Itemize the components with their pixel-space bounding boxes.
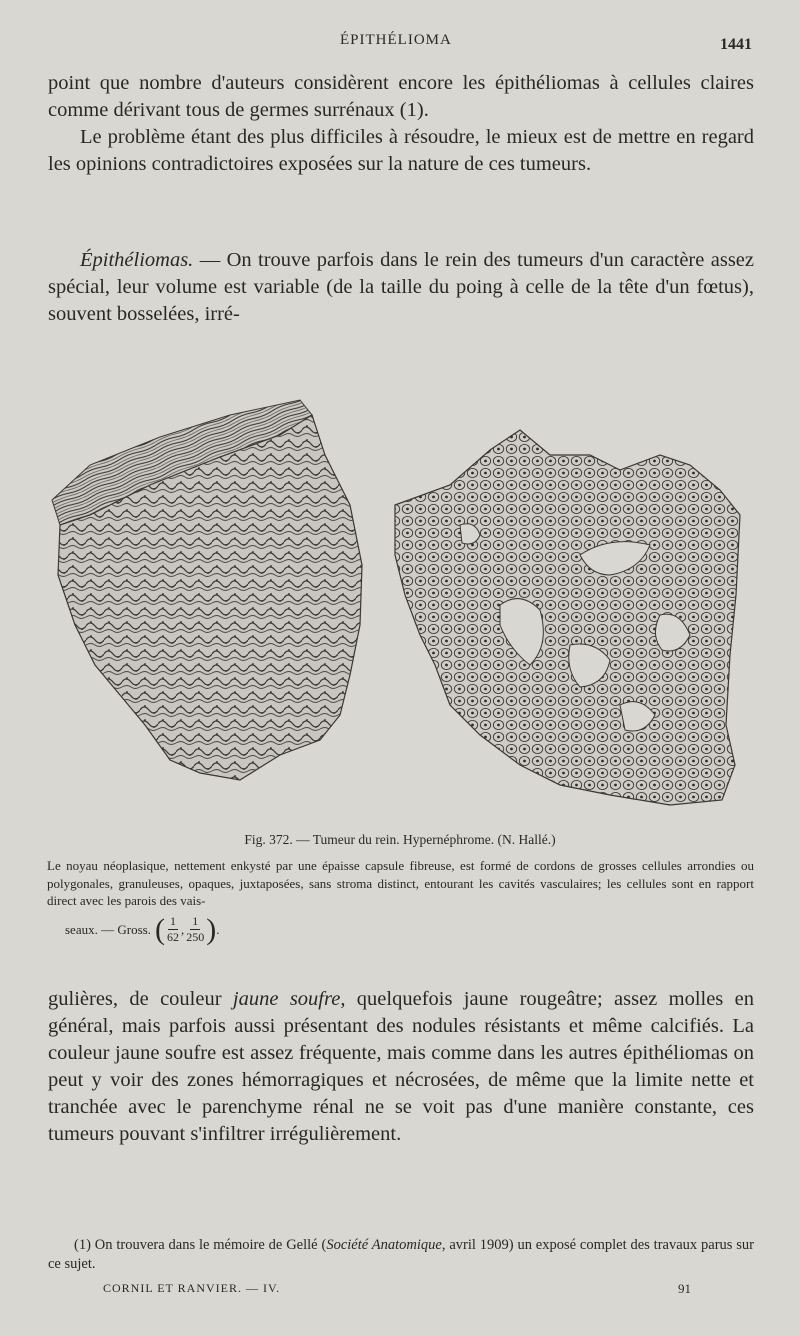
right-specimen xyxy=(395,430,740,805)
figure-caption-title: Fig. 372. — Tumeur du rein. Hypernéphrome. (N. Hallé.) xyxy=(244,832,556,847)
footnote: (1) On trouvera dans le mémoire de Gellé (Société Anatomique, avril 1909) un exposé complet des travaux parus sur ce sujet. xyxy=(48,1237,754,1272)
paragraph-line: Le problème étant des plus difficiles à résoudre, le mieux est de mettre en regard les opinions contradictoires exposées sur la nature de ces tumeurs. xyxy=(48,126,754,175)
running-title: ÉPITHÉLIOMA xyxy=(340,32,452,48)
page-footer xyxy=(0,1281,800,1301)
figure-histology xyxy=(50,395,750,825)
figure-caption-scale xyxy=(65,914,219,945)
paragraph-intro xyxy=(48,70,754,178)
section-lead: Épithéliomas. xyxy=(80,249,194,271)
sheet-number: 91 xyxy=(678,1281,691,1296)
paragraph-text: — On trouve parfois dans le rein des tumeurs d'un caractère assez spécial, leur volume est variable (de la taille du poing à celle de la tête d'un fœtus), souvent bosselées, irré- xyxy=(48,249,754,325)
page-number: 1441 xyxy=(720,36,752,53)
footnote-marker: (1) xyxy=(74,1237,91,1253)
scale-fractions: ( $\frac{1}{62}$ , $\frac{1}{250}$ ) . xyxy=(154,912,220,946)
scale-label: seaux. — Gross. xyxy=(65,921,151,937)
emphasis: jaune soufre xyxy=(232,988,341,1010)
figure-caption-text: Le noyau néoplasique, nettement enkysté par une épaisse capsule fibreuse, est formé de cordons de grosses cellules arrondies ou polygonales, granuleuses, opaques, juxtaposées, sans stroma distinct, entourant les cavités vasculaires; les cellules sont en rapport direct avec les parois des vais- xyxy=(47,858,754,908)
running-head xyxy=(0,32,800,56)
scale-fraction: $\frac{1}{62}$ xyxy=(166,914,179,944)
paragraph-line: point que nombre d'auteurs considèrent encore les épithéliomas à cellules claires comme dérivant tous de germes surrénaux (1). xyxy=(48,72,754,121)
paragraph-epitheliomas xyxy=(48,247,754,328)
footer-authors: CORNIL ET RANVIER. — IV. xyxy=(103,1281,281,1295)
paragraph-description: gulières, de couleur jaune soufre, quelquefois jaune rougeâtre; assez molles en général, mais parfois aussi présentant des nodules résistants et même calcifiés. La couleur jaune soufre est assez fréquente, mais comme dans les autres épithéliomas on peut y voir des zones hémorragiques et nécrosées, de même que la limite nette et tranchée avec le parenchyme rénal ne se voit pas d'une manière constante, ces tumeurs pouvant s'infiltrer irrégulièrement. xyxy=(48,988,754,1145)
left-specimen xyxy=(52,400,362,780)
histology-illustration xyxy=(50,395,750,825)
scale-fraction: $\frac{1}{250}$ xyxy=(186,914,205,944)
